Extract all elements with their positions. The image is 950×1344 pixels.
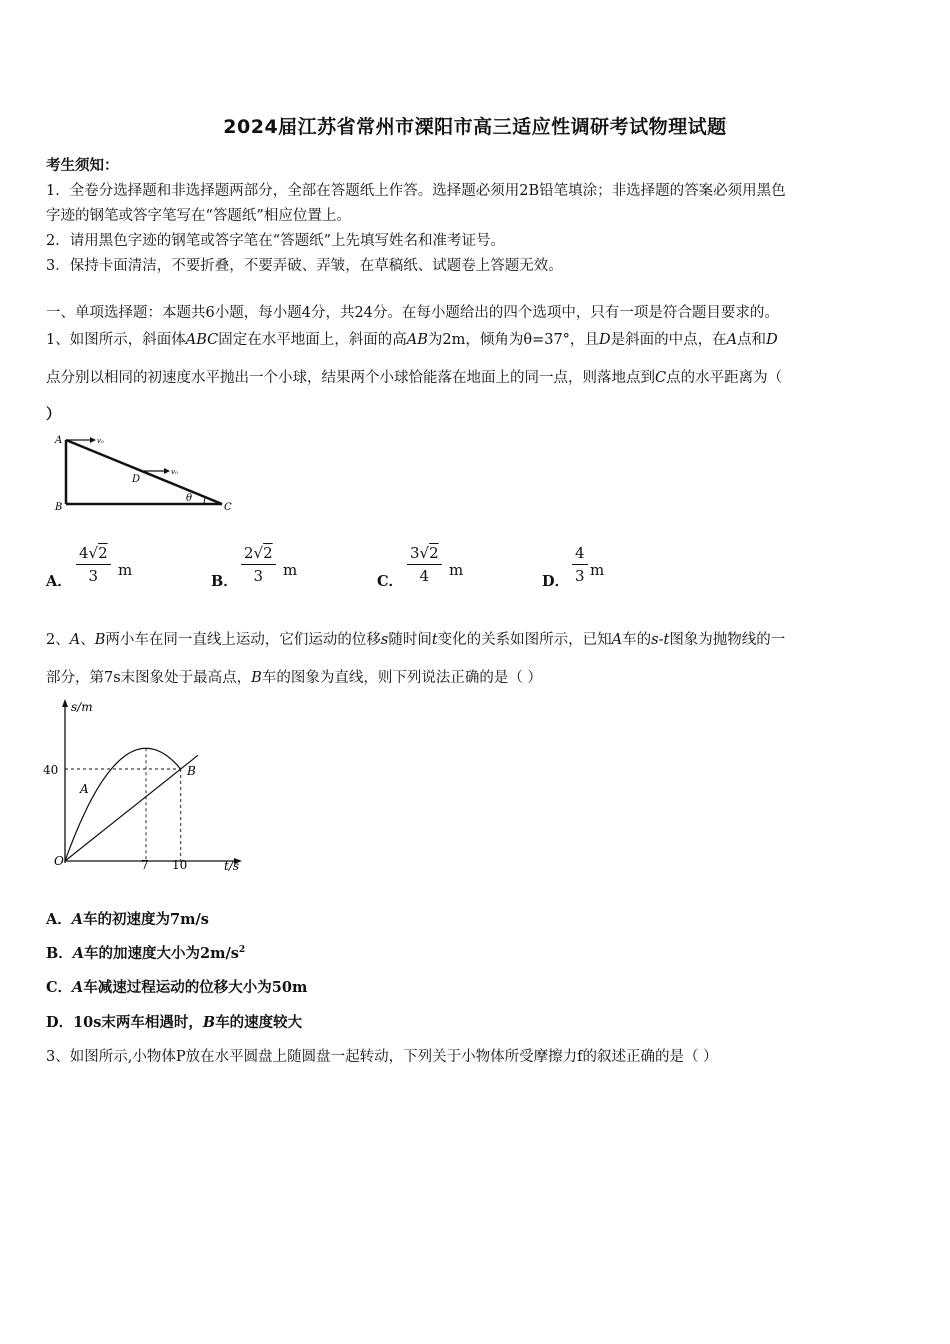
q2-choice-c[interactable]	[46, 976, 307, 997]
x-tick-label-7: 7	[141, 858, 149, 872]
q2-choice-b[interactable]	[46, 942, 245, 963]
q1-var: C	[655, 370, 667, 386]
choice-b-superscript: 2	[238, 945, 246, 956]
label-point-d: D	[132, 474, 141, 485]
choice-d-car: B	[202, 1014, 216, 1031]
q1-text: 为2m，倾角为θ=37°，且	[427, 332, 599, 348]
option-a-label: A．	[46, 573, 72, 590]
option-d-unit: m	[590, 561, 605, 579]
q2-text: 随时间	[388, 632, 432, 648]
q2-text: 两小车在同一直线上运动，它们运动的位移	[105, 632, 381, 648]
q2-choice-d[interactable]	[46, 1011, 302, 1032]
option-b-label: B．	[211, 573, 238, 590]
q2-line-1	[46, 628, 785, 649]
origin-label: O	[54, 854, 64, 868]
choice-c-label: C．	[46, 979, 73, 996]
st-graph	[40, 693, 250, 878]
q2-text: 变化的关系如图所示，已知	[437, 632, 612, 648]
option-a-unit: m	[118, 561, 133, 579]
q1-text: 1、如图所示，斜面体	[46, 332, 186, 348]
q2-line-2	[46, 666, 542, 687]
option-c-unit: m	[449, 561, 464, 579]
q1-text: 点和	[737, 332, 767, 348]
option-b-coef: 2	[244, 544, 254, 562]
incline-figure	[46, 428, 236, 518]
q1-line-3: ）	[46, 406, 61, 423]
q1-var: ABC	[185, 332, 219, 348]
q2-text: 车的	[622, 632, 652, 648]
q1-line-1	[46, 328, 778, 349]
q2-text: 、	[80, 632, 95, 648]
q2-text: 2、	[46, 632, 70, 648]
option-a-denominator: 3	[88, 567, 99, 585]
option-b-unit: m	[283, 561, 298, 579]
choice-d-label: D．	[46, 1014, 74, 1031]
q2-text: 部分，第7s末图象处于最高点，	[46, 670, 252, 686]
option-b-radicand: 2	[263, 544, 273, 562]
q2-text: 图象为抛物线的一	[669, 632, 786, 648]
option-d-fraction	[572, 542, 605, 587]
option-d-denominator: 3	[575, 567, 585, 585]
choice-c-text: 车减速过程运动的位移大小为50m	[83, 979, 308, 996]
label-point-a: A	[55, 435, 63, 446]
q2-var: s	[380, 632, 389, 648]
choice-d-text-2: 车的速度较大	[215, 1014, 303, 1031]
section-heading: 一、单项选择题：本题共6小题，每小题4分，共24分。在每小题给出的四个选项中，只有一项是符合题目要求的。	[46, 305, 779, 321]
option-a-numerator: 4√2	[76, 542, 111, 565]
notice-heading: 考生须知：	[46, 157, 119, 174]
label-v0-d: v₀	[171, 468, 178, 476]
choice-a-label: A．	[46, 911, 72, 928]
q3-text: 3、如图所示,小物体P放在水平圆盘上随圆盘一起转动，下列关于小物体所受摩擦力f的叙述正确的是（ ）	[46, 1049, 718, 1065]
choice-d-text: 10s末两车相遇时，	[73, 1014, 203, 1031]
label-v0-a: v₀	[97, 437, 104, 445]
q1-var: A	[726, 332, 738, 348]
q1-options	[46, 540, 646, 600]
q1-text: 点的水平距离为（	[666, 370, 783, 386]
notice-item-1: 1．全卷分选择题和非选择题两部分，全部在答题纸上作答。选择题必须用2B铅笔填涂；非选择题的答案必须用黑色	[46, 183, 786, 199]
q1-line-2	[46, 366, 782, 387]
option-b-fraction	[241, 542, 298, 587]
q2-var: A	[69, 632, 81, 648]
option-b-denominator: 3	[253, 567, 264, 585]
label-point-b: B	[55, 502, 63, 513]
choice-a-car: A	[71, 911, 84, 928]
velocity-arrowhead-a	[90, 437, 96, 443]
notice-item-2: 2．请用黑色字迹的钢笔或答字笔在“答题纸”上先填写姓名和准考证号。	[46, 233, 506, 249]
notice-item-1-cont: 字迹的钢笔或答字笔写在“答题纸”相应位置上。	[46, 208, 351, 224]
choice-b-car: A	[72, 945, 85, 962]
option-c-numerator: 3√2	[407, 542, 442, 565]
x-tick-label-10: 10	[172, 858, 188, 872]
option-b-numerator: 2√2	[241, 542, 276, 565]
notice-item-3: 3．保持卡面清洁，不要折叠，不要弄破、弄皱，在草稿纸、试题卷上答题无效。	[46, 258, 563, 274]
option-a-radicand: 2	[98, 544, 108, 562]
y-axis-arrowhead	[62, 699, 68, 707]
label-theta: θ	[186, 493, 193, 504]
x-axis-label: t/s	[224, 859, 240, 873]
q2-var: B	[94, 632, 106, 648]
q2-var: B	[251, 670, 262, 686]
series-b-line	[65, 755, 198, 861]
guide-lines	[65, 748, 181, 861]
q1-var: D	[766, 332, 778, 348]
series-b-label: B	[187, 764, 196, 778]
series-a-curve	[65, 748, 181, 861]
option-c-coef: 3	[410, 544, 420, 562]
option-a-fraction	[76, 542, 133, 587]
q2-var: t	[431, 632, 438, 648]
option-c-denominator: 4	[419, 567, 430, 585]
choice-b-label: B．	[46, 945, 73, 962]
q1-var: AB	[406, 332, 428, 348]
choice-c-car: A	[72, 979, 84, 996]
choice-a-text: 车的初速度为7m/s	[83, 911, 209, 928]
q1-text: 是斜面的中点，在	[610, 332, 727, 348]
incline-slope	[66, 440, 222, 504]
y-axis-label: s/m	[71, 700, 93, 714]
q1-var: D	[598, 332, 611, 348]
velocity-arrowhead-d	[164, 468, 170, 474]
y-tick-label-40: 40	[43, 763, 59, 777]
label-point-c: C	[224, 502, 232, 513]
q2-var: A	[611, 632, 623, 648]
option-c-fraction	[407, 542, 464, 587]
q2-var: s-t	[651, 632, 670, 648]
option-d-numerator: 4	[572, 542, 588, 565]
series-a-label: A	[80, 782, 89, 796]
option-c-radicand: 2	[429, 544, 439, 562]
q1-text: 固定在水平地面上，斜面的高	[218, 332, 407, 348]
page-title: 2024届江苏省常州市溧阳市高三适应性调研考试物理试题	[223, 116, 727, 138]
q1-text: 点分别以相同的初速度水平抛出一个小球，结果两个小球恰能落在地面上的同一点，则落地点到	[46, 370, 655, 386]
q2-text: 车的图象为直线，则下列说法正确的是（ ）	[261, 670, 542, 686]
option-d-label: D．	[542, 573, 570, 590]
option-a-coef: 4	[79, 544, 89, 562]
q2-choice-a[interactable]	[46, 908, 209, 929]
choice-b-text: 车的加速度大小为2m/s	[84, 945, 239, 962]
option-c-label: C．	[377, 573, 404, 590]
